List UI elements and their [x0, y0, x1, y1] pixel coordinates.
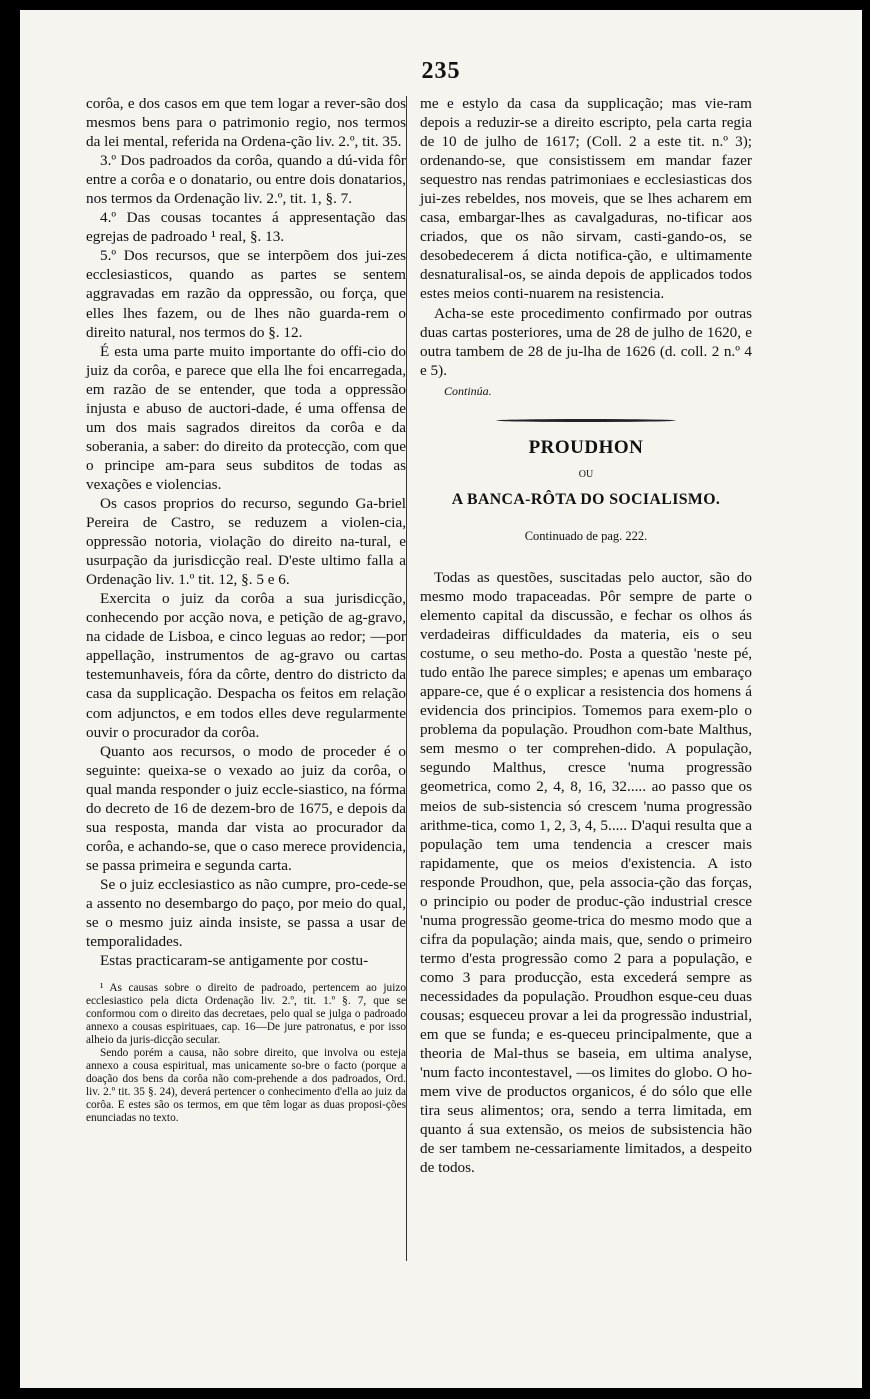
left-paragraph: Se o juiz ecclesiastico as não cumpre, pro-cede-se a assento no desembargo do paço, por meio do qual, se o mesmo juiz ainda insiste, se passa a usar de temporalidades.: [86, 875, 406, 951]
section-rule: [496, 419, 676, 422]
left-paragraph: 4.º Das cousas tocantes á appresentação das egrejas de padroado ¹ real, §. 13.: [86, 209, 406, 246]
column-divider: [406, 96, 407, 1261]
right-paragraph: me e estylo da casa da supplicação; mas vie-ram depois a reduzir-se a direito escripto, pela carta regia de 10 de julho de 1617; (Coll. 2 a este tit. n.º 3); ordenando-se, que consistissem em mandar fazer sequestro nas rendas patrimoniaes e ecclesiasticas dos jui-zes rebeldes, nos moveis, que se lhes acharem em casa, embargar-lhes as cavalgaduras, no-tificar aos criados, que os não sirvam, casti-gando-os, se desobedecerem á dicta notifica-ção, e ultimamente desnaturalisal-os, se ainda depois de applicados todos estes meios conti-nuarem na resistencia.: [420, 95, 752, 303]
left-column: [86, 94, 406, 1125]
left-paragraph: 5.º Dos recursos, que se interpõem dos jui-zes ecclesiasticos, quando as partes se sentem aggravadas em razão da oppressão, ou força, que elles lhes fazem, ou de lhes não guarda-rem o direito natural, nos termos do §. 12.: [86, 247, 406, 341]
footnote: ¹ As causas sobre o direito de padroado, pertencem ao juizo ecclesiastico pela dicta Ordenação liv. 2.º, tit. 1.º §. 7, que se conformou com o direito das decretaes, pelo qual se julga o padroado annexo a cousas espirituaes, cap. 16—De jure patronatus, e por isso alheio da juris-dicção secular.: [86, 982, 406, 1047]
left-paragraph: É esta uma parte muito importante do offi-cio do juiz da corôa, e parece que ella lhe foi encarregada, em razão de se entender, que toda a oppressão injusta e abuso de auctori-dade, é uma offensa de um dos mais sagrados direitos da corôa e da soberania, a saber: do direito da protecção, com que o principe am-para seus subditos de todas as vexações e violencias.: [86, 342, 406, 493]
continued-note: Continuado de pag. 222.: [524, 528, 648, 543]
right-column: [420, 94, 752, 1177]
footnote: Sendo porém a causa, não sobre direito, que involva ou esteja annexo a cousa espiritual, mas unicamente so-bre o facto (porque a doação dos bens da corôa não com-prehende a dos padroados, Ord. liv. 2.º tit. 35 §. 24), deverá pertencer o conhecimento d'ella ao juiz da corôa. E estes são os termos, em que têm logar as duas proposi-ções enunciadas no texto.: [86, 1047, 406, 1125]
continua-label: Continúa.: [444, 383, 492, 398]
article-ou: OU: [578, 468, 594, 480]
left-paragraph: Os casos proprios do recurso, segundo Ga-briel Pereira de Castro, se reduzem a violen-cia, oppressão notoria, violação do direito na-tural, e usurpação da jurisdicção real. D'este ultimo falla a Ordenação liv. 1.º tit. 12, §. 5 e 6.: [86, 494, 406, 589]
page-number: 235: [421, 58, 461, 84]
left-paragraph: Estas practicaram-se antigamente por costu-: [100, 952, 369, 970]
left-paragraph: Quanto aos recursos, o modo de proceder é o seguinte: queixa-se o vexado ao juiz da corôa, o qual manda responder o juiz eccle-siastico, na fórma do decreto de 16 de dezem-bro de 1675, e depois da sua resposta, manda dar vista ao procurador da corôa, e achando-se, que o caso merece providencia, se passa primeira e segunda carta.: [86, 742, 406, 874]
article-subtitle: A BANCA-RÔTA DO SOCIALISMO.: [451, 490, 721, 508]
footnotes: [86, 982, 406, 1125]
article-title: PROUDHON: [528, 436, 644, 458]
left-paragraph: Exercita o juiz da corôa a sua jurisdicção, conhecendo por acção nova, e petição de ag-gravo, na cidade de Lisboa, e cinco leguas ao redor; —por appellação, instrumentos de ag-gravo ou cartas testemunhaveis, fóra da côrte, dentro do districto da casa da supplicação. Despacha os feitos em relação com adjunctos, e em todos elles deve regularmente ouvir o procurador da corôa.: [86, 590, 406, 741]
article-paragraph: Todas as questões, suscitadas pelo auctor, são do mesmo modo trapaceadas. Pôr sempre de parte o elemento capital da discussão, e fechar os olhos ás verdadeiras difficuldades da materia, eis o seu costume, o seu metho-do. Posta a questão 'neste pé, tudo então lhe parece simples; e apenas um embaraço appare-ce, que é o explicar a resistencia dos homens á evidencia dos principios. Tomemos para exem-plo o problema da população. Proudhon com-bate Malthus, sem mesmo o ter comprehen-dido. A população, segundo Malthus, cresce 'numa progressão geometrica, como 2, 4, 8, 16, 32..... ao passo que os meios de sub-sistencia só crescem 'numa progressão arithme-tica, como 1, 2, 3, 4, 5..... D'aqui resulta que a população tem uma tendencia a crescer mais rapidamente, que os meios d'existencia. A isto responde Proudhon, que, pela associa-ção das forças, o principio ou poder de produc-ção industrial cresce 'numa progressão geome-trica do mesmo modo que a cifra da população; ainda mais, que, sendo o primeiro termo d'esta progressão como 2 para a população, e como 3 para producção, esta excederá sempre as necessidades da população. Proudhon esque-ceu duas cousas; esqueceu provar a lei da progressão industrial, em que se funda; e es-queceu principalmente, que a theoria de Mal-thus se baseia, em ultima analyse, 'num facto incontestavel, —os limites do globo. O ho-mem vive de productos organicos, é do sólo que elle tira seus alimentos; ora, sendo a terra limitada, em quanto á sua extensão, os meios de subsistencia hão de ser tambem ne-cessariamente limitados, a despeito de todos.: [420, 568, 752, 1177]
right-paragraph: Acha-se este procedimento confirmado por outras duas cartas posteriores, uma de 28 de julho de 1620, e outra tambem de 28 de ju-lha de 1626 (d. coll. 2 n.º 4 e 5).: [420, 304, 752, 379]
page: [20, 10, 862, 1388]
left-paragraph: 3.º Dos padroados da corôa, quando a dú-vida fôr entre a corôa e o donatario, ou entre dois donatarios, nos termos da Ordenação liv. 2.º, tit. 1, §. 7.: [86, 152, 406, 208]
left-paragraph: corôa, e dos casos em que tem logar a rever-são dos mesmos bens para o patrimonio regio, nos termos da lei mental, referida na Ordena-ção liv. 2.º, tit. 35.: [86, 95, 406, 151]
